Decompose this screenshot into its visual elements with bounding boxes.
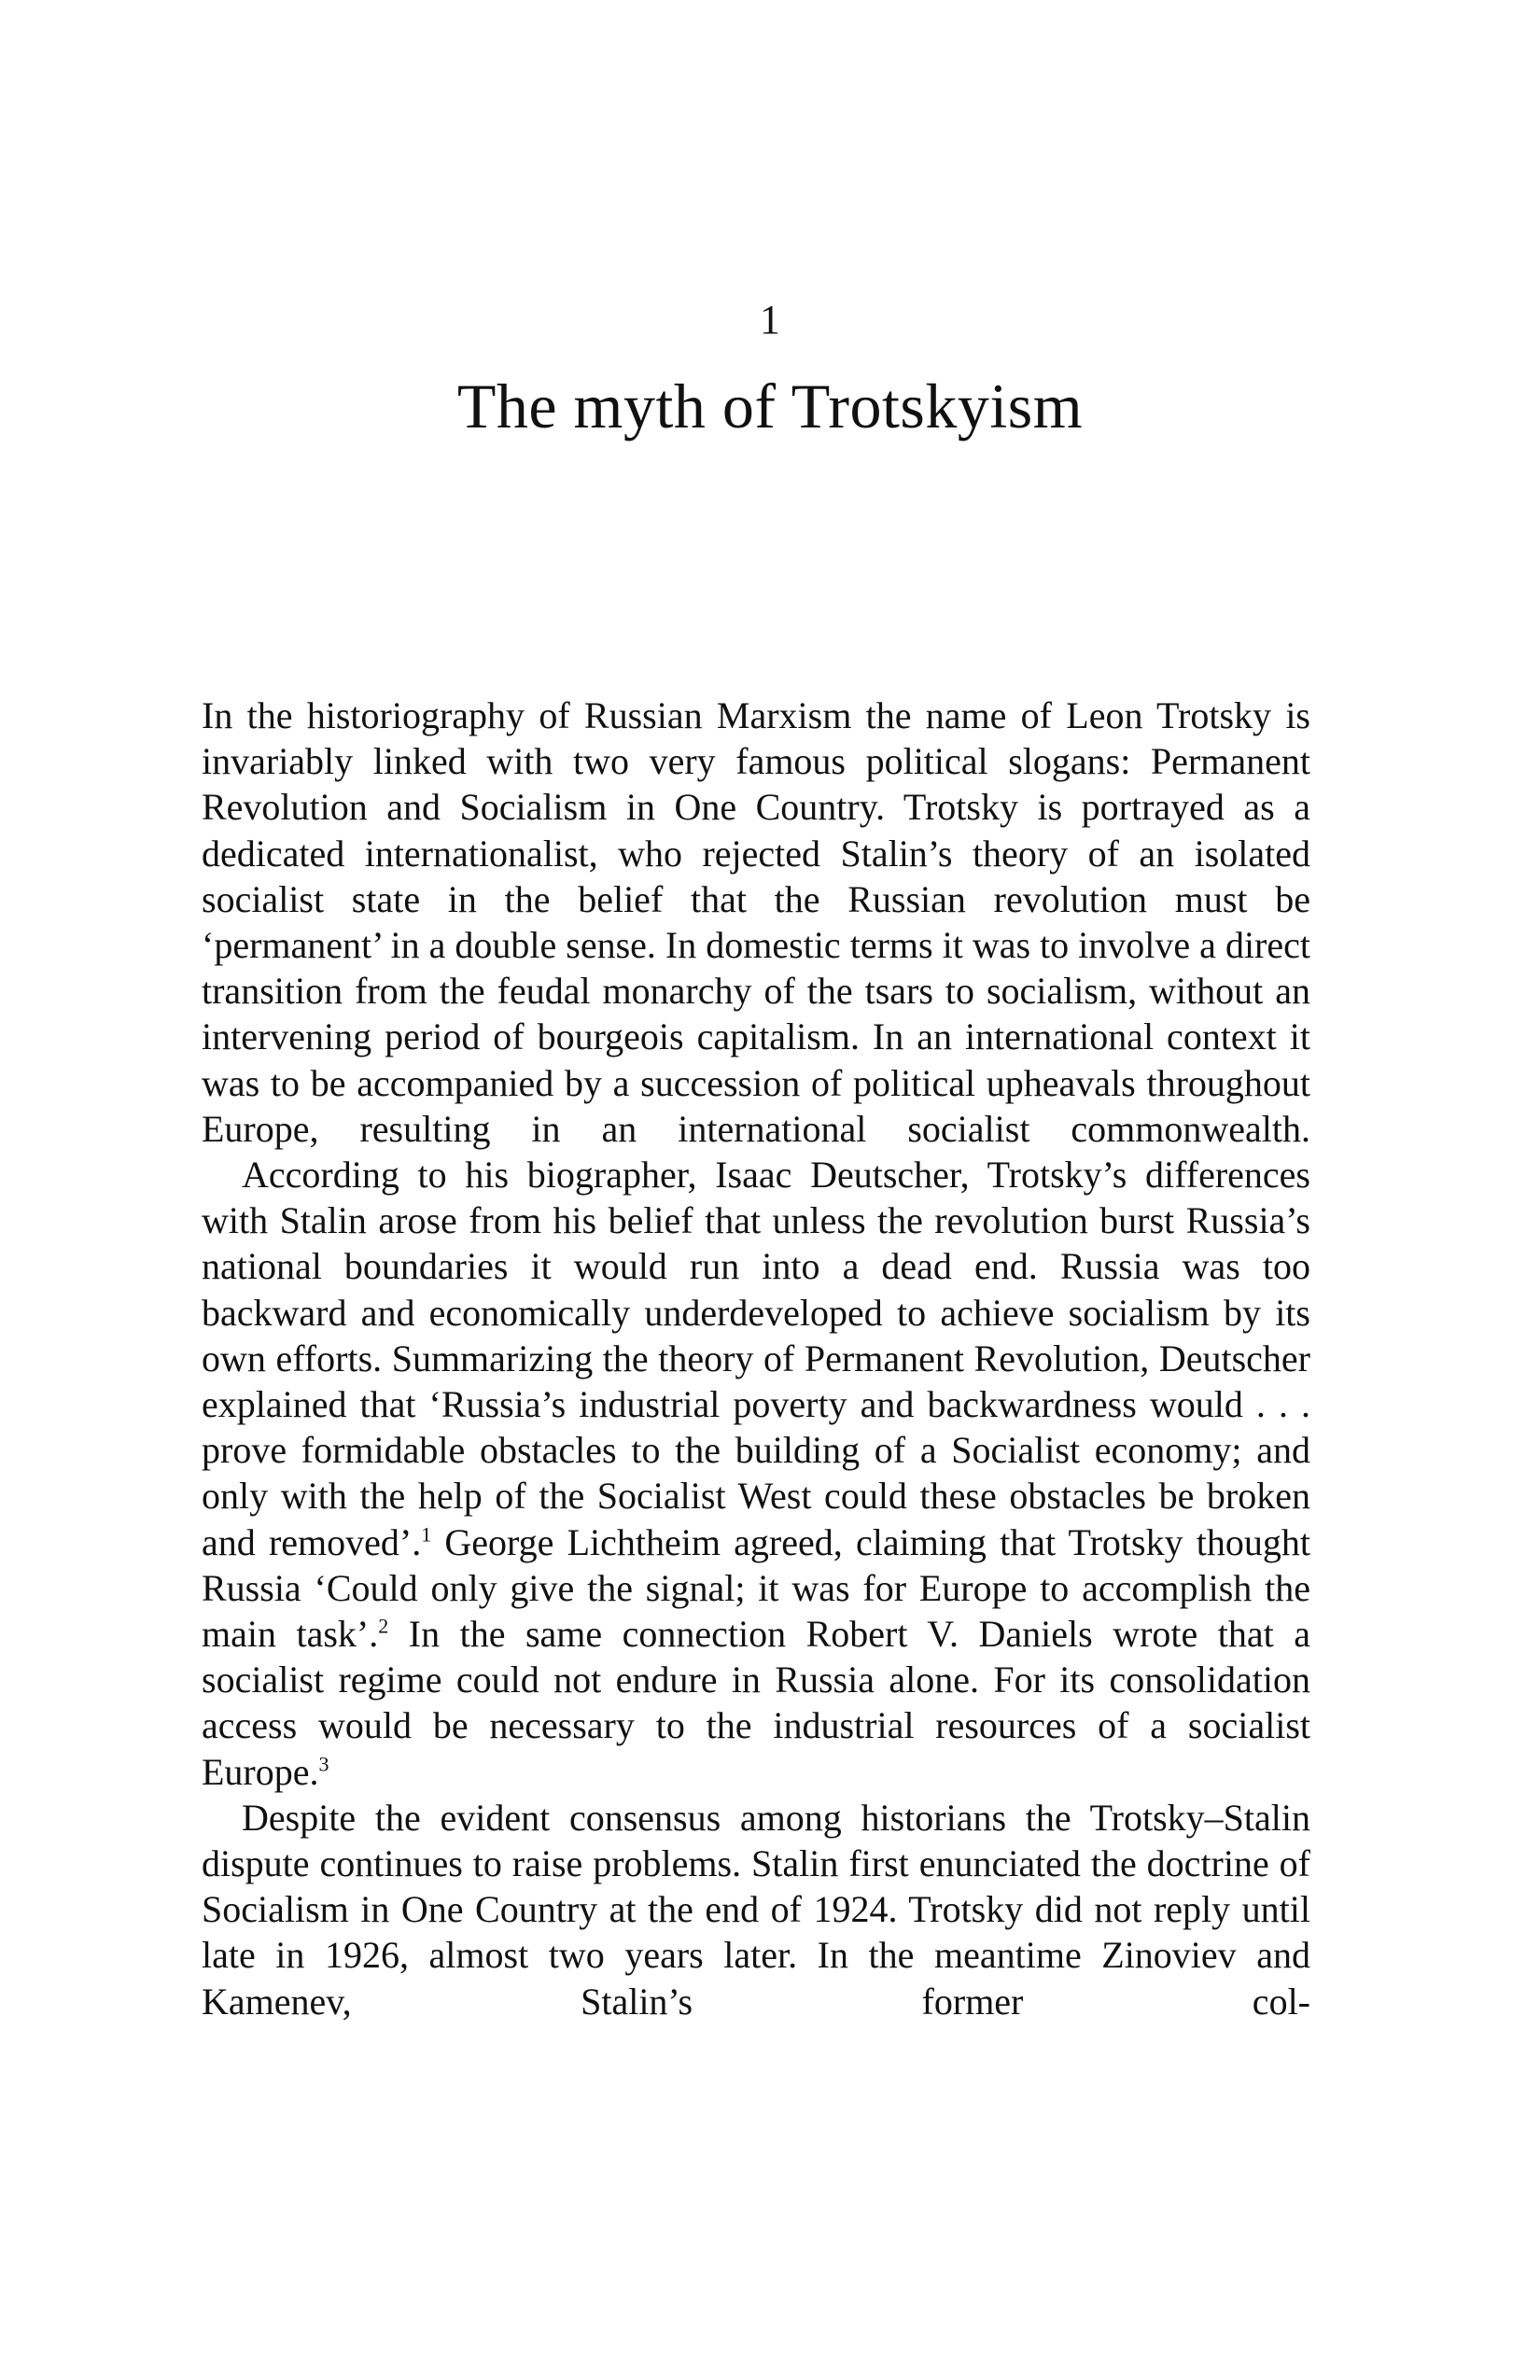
chapter-number: 1: [760, 297, 780, 343]
paragraph-1: In the historiography of Russian Marxism the name of Leon Trotsky is invariably linked with two very famous political slogans: Permanent Revolution and Socialism in One Country. Trotsky is portrayed as a dedicated internationalist, who rejected Stalin’s theory of an isolated socialist state in the belief that the Russian revolution must be ‘permanent’ in a double sense. In domestic terms it was to involve a direct transition from the feudal monarchy of the tsars to socialism, without an intervening period of bourgeois capitalism. In an international context it was to be accompanied by a succession of political upheavals throughout Europe, resulting in an international socialist commonwealth.: [202, 694, 1310, 1150]
footnote-ref-2: 2: [378, 1614, 389, 1638]
footnote-ref-1: 1: [421, 1522, 432, 1547]
paragraph-2-text-3: In the same connection Robert V. Daniels wrote that a socialist regime could not endure in Russia alone. For its consolidation access would be necessary to the industrial resources of a socialist Europe.: [202, 1613, 1311, 1793]
chapter-title: The myth of Trotskyism: [456, 371, 1084, 441]
paragraph-2-text-1: According to his biographer, Isaac Deutscher, Trotsky’s differences with Stalin arose from his belief that unless the revolution burst Russia’s national boundaries it would run into a dead end. Russia was too backward and economically underdeveloped to achieve socialism by its own efforts. Summarizing the theory of Permanent Revolution, Deutscher explained that ‘Russia’s industrial poverty and backwardness would . . . prove formidable obstacles to the building of a Socialist economy; and only with the help of the Socialist West could these obstacles be broken and removed’.: [202, 1154, 1310, 1563]
paragraph-3: Despite the evident consensus among historians the Trotsky–Stalin dispute continues to raise problems. Stalin first enunciated the doctrine of Socialism in One Country at the end of 1924. Trotsky did not reply until late in 1926, almost two years later. In the meantime Zinoviev and Kamenev, Stalin’s former col-: [202, 1796, 1310, 2023]
paragraph-2-text-2: George Lichtheim agreed, claiming that Trotsky thought Russia ‘Could only give the signal; it was for Europe to accomplish the main task’.: [202, 1520, 1310, 1656]
paragraph-2: [202, 1152, 1310, 1795]
footnote-ref-3: 3: [318, 1752, 329, 1776]
body-text: [202, 693, 1310, 2024]
